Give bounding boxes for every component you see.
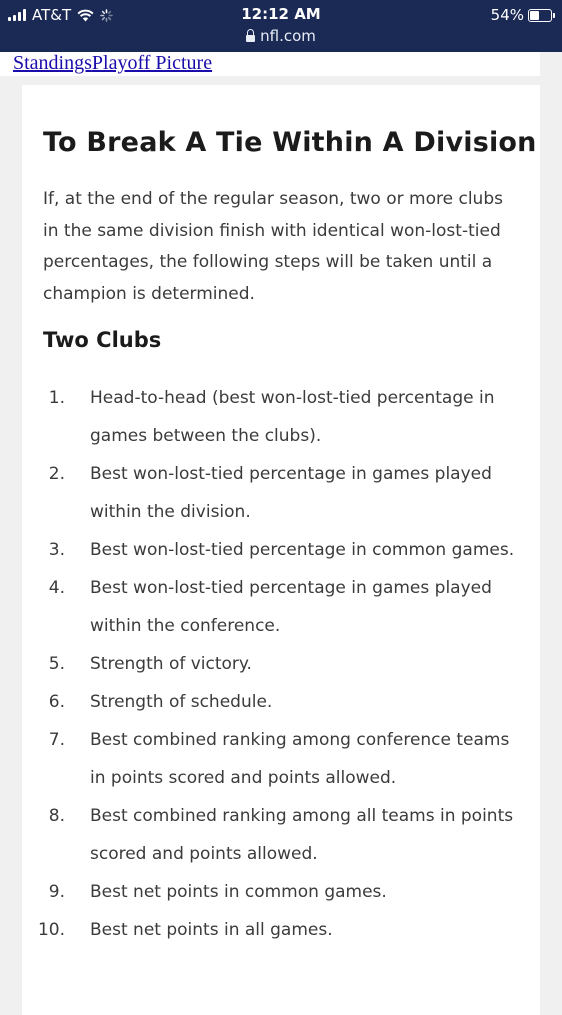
lock-icon bbox=[246, 35, 255, 42]
step-text: Best won-lost-tied percentage in games played within the division. bbox=[90, 464, 492, 522]
step-number: 1. bbox=[48, 388, 65, 408]
step-item bbox=[0, 569, 562, 645]
step-text: Best net points in all games. bbox=[90, 920, 333, 940]
article-intro: If, at the end of the regular season, two or more clubs in the same division finish with identical won-lost-tied percentages, the following steps will be taken until a champion is determined. bbox=[43, 189, 503, 304]
step-text: Best combined ranking among conference teams in points scored and points allowed. bbox=[90, 730, 510, 788]
step-item bbox=[0, 797, 562, 873]
battery-percent: 54% bbox=[490, 6, 524, 24]
step-item bbox=[0, 379, 562, 455]
step-number: 2. bbox=[48, 464, 65, 484]
tiebreaker-steps bbox=[0, 379, 562, 949]
step-item bbox=[0, 455, 562, 531]
step-text: Best won-lost-tied percentage in games played within the conference. bbox=[90, 578, 492, 636]
step-item bbox=[0, 873, 562, 911]
step-text: Best net points in common games. bbox=[90, 882, 387, 902]
step-number: 9. bbox=[48, 882, 65, 902]
standings-nav bbox=[13, 52, 212, 75]
step-number: 5. bbox=[48, 654, 65, 674]
playoff-picture-link[interactable]: Playoff Picture bbox=[91, 52, 213, 74]
step-number: 8. bbox=[48, 806, 65, 826]
step-number: 10. bbox=[37, 920, 65, 940]
step-text: Best won-lost-tied percentage in common games. bbox=[90, 540, 515, 560]
step-number: 3. bbox=[48, 540, 65, 560]
browser-status-bar bbox=[0, 0, 562, 52]
standings-link[interactable]: Standings bbox=[13, 52, 92, 74]
status-right bbox=[491, 6, 552, 24]
step-item bbox=[0, 645, 562, 683]
step-item bbox=[0, 683, 562, 721]
url-text[interactable]: nfl.com bbox=[260, 27, 316, 45]
clock: 12:12 AM bbox=[241, 5, 321, 23]
section-title: Two Clubs bbox=[43, 328, 162, 352]
article-title: To Break A Tie Within A Division bbox=[43, 127, 537, 158]
step-text: Head-to-head (best won-lost-tied percentage in games between the clubs). bbox=[90, 388, 495, 446]
step-text: Strength of victory. bbox=[90, 654, 252, 674]
battery-fill bbox=[530, 11, 539, 20]
step-item bbox=[0, 531, 562, 569]
step-text: Best combined ranking among all teams in points scored and points allowed. bbox=[90, 806, 514, 864]
step-number: 6. bbox=[48, 692, 65, 712]
step-text: Strength of schedule. bbox=[90, 692, 273, 712]
step-number: 7. bbox=[48, 730, 65, 750]
battery-icon bbox=[528, 9, 552, 22]
step-number: 4. bbox=[48, 578, 65, 598]
step-item bbox=[0, 911, 562, 949]
step-item bbox=[0, 721, 562, 797]
address-bar[interactable] bbox=[0, 27, 562, 45]
carrier-label: AT&T bbox=[32, 6, 72, 24]
